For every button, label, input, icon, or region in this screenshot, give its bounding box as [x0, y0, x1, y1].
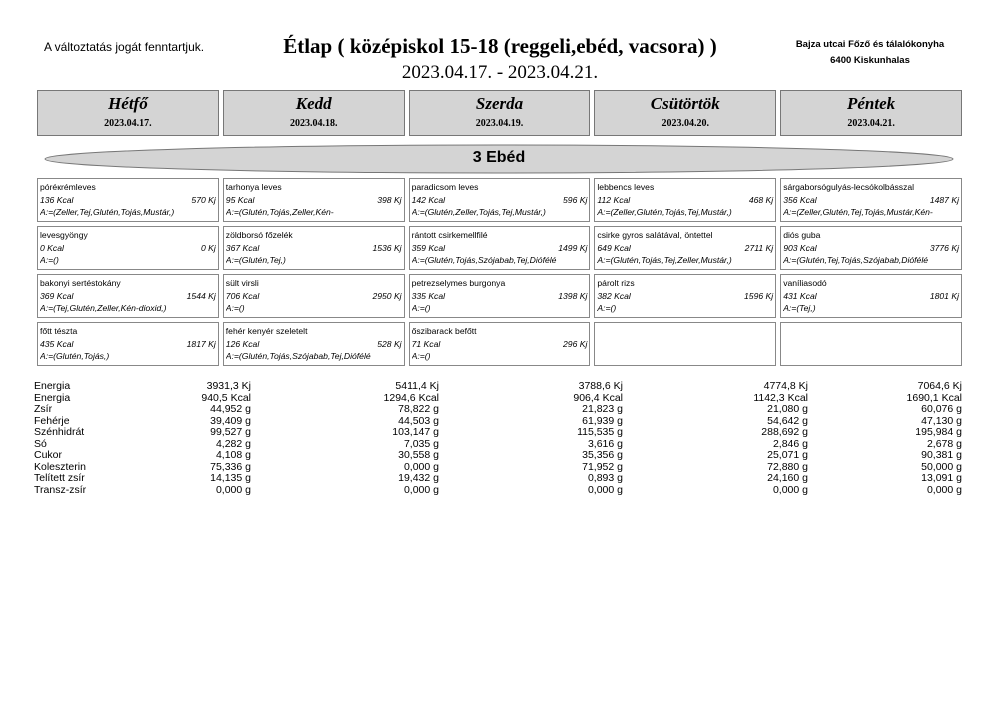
nutrition-label: Energia — [34, 380, 71, 392]
nutrition-row — [34, 450, 962, 462]
day-name: Kedd — [295, 94, 332, 113]
dish-kcal: 431 Kcal — [783, 290, 817, 301]
dish-kj: 2950 Kj — [372, 290, 402, 301]
nutrition-value: 71,952 g — [582, 460, 623, 473]
menu-cell — [780, 274, 962, 318]
nutrition-value: 0,000 g — [215, 483, 251, 496]
dish-kj: 570 Kj — [191, 194, 216, 205]
dish-kj: 1398 Kj — [558, 290, 588, 301]
dish-allergens: A:=() — [597, 303, 617, 313]
day-header-row — [37, 90, 962, 136]
dish-name: főtt tészta — [40, 326, 78, 336]
dish-allergens: A:=(Glutén,Tojás,) — [40, 351, 110, 361]
dish-kj: 1487 Kj — [929, 194, 959, 205]
nutrition-row — [34, 416, 962, 428]
disclaimer-text: A változtatás jogát fenntartjuk. — [44, 40, 205, 54]
nutrition-value: 47,130 g — [921, 414, 962, 427]
dish-allergens: A:=(Tej,Glutén,Zeller,Kén-dioxid,) — [40, 303, 167, 313]
nutrition-table — [34, 381, 962, 496]
day-header — [409, 90, 591, 136]
nutrition-value: 60,076 g — [921, 403, 962, 415]
menu-cell — [409, 178, 591, 222]
nutrition-label: Cukor — [34, 449, 63, 461]
dish-kj: 1817 Kj — [186, 338, 216, 349]
dish-name: rántott csirkemellfilé — [411, 230, 488, 240]
day-name: Péntek — [847, 94, 896, 113]
day-name: Szerda — [475, 94, 524, 113]
menu-cell — [37, 226, 219, 270]
nutrition-value: 0,000 g — [403, 483, 439, 496]
energy-row — [40, 194, 216, 207]
energy-row — [412, 338, 588, 351]
dish-kj: 296 Kj — [563, 338, 588, 349]
dish-name: póréкrémleves — [40, 182, 96, 192]
nutrition-value: 30,558 g — [398, 449, 439, 461]
nutrition-value: 39,409 g — [210, 414, 251, 427]
nutrition-value: 0,000 g — [587, 483, 623, 496]
nutrition-value: 3,616 g — [587, 437, 623, 450]
nutrition-value: 0,000 g — [403, 460, 439, 473]
nutrition-value: 44,503 g — [398, 414, 439, 427]
nutrition-value: 0,000 g — [772, 483, 808, 496]
energy-row — [412, 242, 588, 255]
dish-allergens: A:=(Glutén,Tojás,Szójabab,Tej,Diófélé — [411, 255, 557, 265]
nutrition-label: Só — [34, 437, 47, 450]
menu-cell — [223, 178, 405, 222]
kitchen-name: Bajza utcai Főző és tálalókonyha — [795, 39, 945, 50]
dish-kcal: 706 Kcal — [225, 290, 260, 301]
nutrition-value: 103,147 g — [392, 426, 439, 438]
nutrition-value: 14,135 g — [210, 472, 251, 484]
dish-kcal: 359 Kcal — [411, 242, 446, 253]
menu-cell — [409, 274, 591, 318]
nutrition-label: Telített zsír — [34, 472, 85, 484]
nutrition-value: 2,678 g — [926, 437, 962, 450]
energy-row — [597, 194, 773, 207]
dish-allergens: A:=(Zeller,Tej,Glutén,Tojás,Mustár,) — [40, 207, 175, 217]
nutrition-value: 4,108 g — [215, 449, 251, 461]
nutrition-value: 3931,3 Kj — [206, 380, 251, 392]
menu-cell — [409, 322, 591, 366]
dish-kj: 596 Kj — [563, 194, 588, 205]
dish-kcal: 382 Kcal — [597, 290, 631, 301]
energy-row — [597, 242, 773, 255]
dish-kj: 1536 Kj — [372, 242, 402, 253]
nutrition-row — [34, 404, 962, 416]
dish-allergens: A:=(Glutén,Tojás,Zeller,Kén- — [225, 207, 334, 217]
nutrition-value: 21,823 g — [582, 403, 623, 415]
day-date: 2023.04.21. — [847, 118, 895, 129]
energy-row — [226, 338, 402, 351]
menu-cell — [37, 322, 219, 366]
nutrition-value: 0,893 g — [587, 472, 623, 484]
energy-row — [226, 242, 402, 255]
dish-kcal: 367 Kcal — [225, 242, 260, 253]
dish-allergens: A:=(Glutén,Tej,Tojás,Szójabab,Diófélé — [783, 255, 929, 265]
dish-kcal: 95 Kcal — [225, 194, 255, 205]
nutrition-value: 3788,6 Kj — [578, 380, 623, 392]
dish-kj: 1801 Kj — [929, 290, 959, 301]
dish-name: őszibarack befőtt — [411, 326, 477, 336]
nutrition-value: 72,880 g — [767, 460, 808, 473]
nutrition-value: 13,091 g — [921, 472, 962, 484]
dish-name: lebbencs leves — [597, 182, 655, 192]
dish-name: paradicsom leves — [411, 182, 479, 192]
nutrition-value: 195,984 g — [915, 426, 962, 438]
dish-kj: 2711 Kj — [744, 242, 774, 253]
menu-cell — [594, 226, 776, 270]
nutrition-value: 54,642 g — [767, 414, 808, 427]
day-date: 2023.04.17. — [104, 118, 152, 129]
dish-kj: 528 Kj — [377, 338, 402, 349]
dish-allergens: A:=(Glutén,Tojás,Szójabab,Tej,Diófélé — [225, 351, 371, 361]
nutrition-value: 44,952 g — [210, 403, 251, 415]
day-date: 2023.04.19. — [475, 118, 524, 129]
page-title: Étlap ( középiskol 15-18 (reggeli,ebéd, vacsora) ) — [283, 34, 717, 58]
energy-row — [226, 194, 402, 207]
energy-row — [783, 290, 959, 303]
dish-name: diós guba — [783, 230, 821, 240]
menu-cell — [223, 226, 405, 270]
meal-banner — [44, 144, 954, 174]
nutrition-value: 4774,8 Kj — [763, 380, 808, 392]
dish-allergens: A:=(Glutén,Tej,) — [225, 255, 286, 265]
nutrition-value: 75,336 g — [210, 460, 251, 473]
menu-cell — [37, 274, 219, 318]
dish-kcal: 71 Kcal — [411, 338, 441, 349]
nutrition-value: 25,071 g — [767, 449, 808, 461]
nutrition-value: 906,4 Kcal — [573, 391, 623, 404]
menu-cell — [223, 274, 405, 318]
energy-row — [40, 242, 216, 255]
nutrition-value: 115,535 g — [577, 426, 623, 438]
nutrition-value: 7064,6 Kj — [917, 380, 962, 392]
dish-allergens: A:=() — [411, 351, 431, 361]
dish-kcal: 435 Kcal — [40, 338, 74, 349]
nutrition-value: 78,822 g — [398, 403, 439, 415]
dish-kj: 398 Kj — [377, 194, 402, 205]
nutrition-label: Transz-zsír — [34, 483, 87, 496]
dish-kj: 468 Kj — [748, 194, 774, 205]
nutrition-value: 1294,6 Kcal — [383, 391, 439, 404]
nutrition-label: Fehérje — [34, 414, 70, 427]
menu-cell — [409, 226, 591, 270]
energy-row — [412, 290, 588, 303]
nutrition-value: 288,692 g — [761, 426, 808, 438]
day-header — [37, 90, 219, 136]
dish-allergens: A:=(Glutén,Tojás,Tej,Zeller,Mustár,) — [597, 255, 732, 265]
dish-kj: 1499 Kj — [558, 242, 588, 253]
energy-row — [226, 290, 402, 303]
nutrition-value: 1690,1 Kcal — [906, 391, 962, 404]
date-range: 2023.04.17. - 2023.04.21. — [401, 62, 599, 83]
menu-cell — [594, 274, 776, 318]
dish-name: petrezselymes burgonya — [411, 278, 506, 288]
nutrition-label: Koleszterin — [34, 460, 86, 473]
dish-name: fehér kenyér szeletelt — [225, 326, 308, 336]
day-date: 2023.04.20. — [661, 118, 710, 129]
nutrition-row — [34, 485, 962, 497]
nutrition-value: 21,080 g — [767, 403, 808, 415]
dish-allergens: A:=() — [411, 303, 431, 313]
energy-row — [783, 242, 959, 255]
nutrition-value: 7,035 g — [403, 437, 439, 450]
menu-cell-empty — [594, 322, 776, 366]
dish-allergens: A:=(Zeller,Glutén,Tej,Tojás,Mustár,Kén- — [783, 207, 933, 217]
dish-allergens: A:=() — [40, 255, 59, 265]
dish-kcal: 142 Kcal — [411, 194, 446, 205]
nutrition-row — [34, 473, 962, 485]
menu-cell — [594, 178, 776, 222]
nutrition-row — [34, 381, 962, 393]
dish-kj: 1544 Kj — [186, 290, 216, 301]
nutrition-value: 2,846 g — [772, 437, 808, 450]
menu-cell — [780, 178, 962, 222]
dish-kcal: 126 Kcal — [225, 338, 260, 349]
dish-name: csirke gyros salátával, öntettel — [597, 230, 713, 240]
nutrition-row — [34, 393, 962, 405]
day-name: Csütörtök — [650, 94, 720, 113]
dish-kcal: 112 Kcal — [597, 194, 631, 205]
dish-kcal: 369 Kcal — [40, 290, 74, 301]
menu-cell — [223, 322, 405, 366]
dish-allergens: A:=(Glutén,Zeller,Tojás,Tej,Mustár,) — [411, 207, 546, 217]
dish-kcal: 356 Kcal — [783, 194, 817, 205]
nutrition-value: 1142,3 Kcal — [753, 391, 808, 404]
nutrition-value: 99,527 g — [210, 426, 251, 438]
nutrition-row — [34, 439, 962, 451]
nutrition-value: 50,000 g — [921, 460, 962, 473]
nutrition-value: 35,356 g — [582, 449, 623, 461]
nutrition-value: 24,160 g — [767, 472, 808, 484]
dish-allergens: A:=() — [225, 303, 245, 313]
nutrition-value: 90,381 g — [921, 449, 962, 461]
dish-kcal: 0 Kcal — [40, 242, 64, 253]
nutrition-label: Zsír — [34, 403, 53, 415]
dish-kcal: 903 Kcal — [783, 242, 817, 253]
dish-kcal: 649 Kcal — [597, 242, 631, 253]
dish-name: zöldborsó főzelék — [225, 230, 293, 240]
nutrition-row — [34, 427, 962, 439]
nutrition-value: 19,432 g — [398, 472, 439, 484]
dish-kj: 3776 Kj — [929, 242, 959, 253]
day-header — [223, 90, 405, 136]
nutrition-row — [34, 462, 962, 474]
nutrition-label: Energia — [34, 391, 71, 404]
energy-row — [412, 194, 588, 207]
kitchen-city: 6400 Kiskunhalas — [830, 55, 910, 66]
menu-cell — [780, 226, 962, 270]
nutrition-value: 5411,4 Kj — [395, 380, 439, 392]
day-header — [594, 90, 776, 136]
menu-grid — [37, 178, 962, 366]
dish-name: sárgaborsógulyás-lecsókolbásszal — [783, 182, 915, 192]
dish-kcal: 136 Kcal — [40, 194, 74, 205]
dish-name: bakonyi sertéstokány — [40, 278, 121, 288]
meal-label: 3 Ebéd — [472, 149, 526, 166]
kitchen-info — [780, 37, 960, 69]
energy-row — [597, 290, 773, 303]
nutrition-label: Szénhidrát — [34, 426, 85, 438]
dish-kcal: 335 Kcal — [411, 290, 446, 301]
day-header — [780, 90, 962, 136]
menu-cell — [37, 178, 219, 222]
dish-name: párolt rizs — [597, 278, 635, 288]
nutrition-value: 940,5 Kcal — [201, 391, 251, 404]
energy-row — [783, 194, 959, 207]
dish-allergens: A:=(Zeller,Glutén,Tojás,Tej,Mustár,) — [597, 207, 732, 217]
energy-row — [40, 290, 216, 303]
menu-cell-empty — [780, 322, 962, 366]
dish-name: tarhonya leves — [225, 182, 282, 192]
dish-kj: 0 Kj — [200, 242, 216, 253]
nutrition-value: 61,939 g — [582, 414, 623, 427]
dish-name: sült virsli — [225, 278, 259, 288]
dish-name: vaníliasodó — [783, 278, 827, 288]
energy-row — [40, 338, 216, 351]
nutrition-value: 4,282 g — [215, 437, 251, 450]
nutrition-value: 0,000 g — [926, 483, 962, 496]
dish-name: levesgyöngy — [40, 230, 88, 240]
day-date: 2023.04.18. — [289, 118, 338, 129]
dish-kj: 1596 Kj — [744, 290, 774, 301]
day-name: Hétfő — [108, 94, 148, 113]
dish-allergens: A:=(Tej,) — [783, 303, 816, 313]
